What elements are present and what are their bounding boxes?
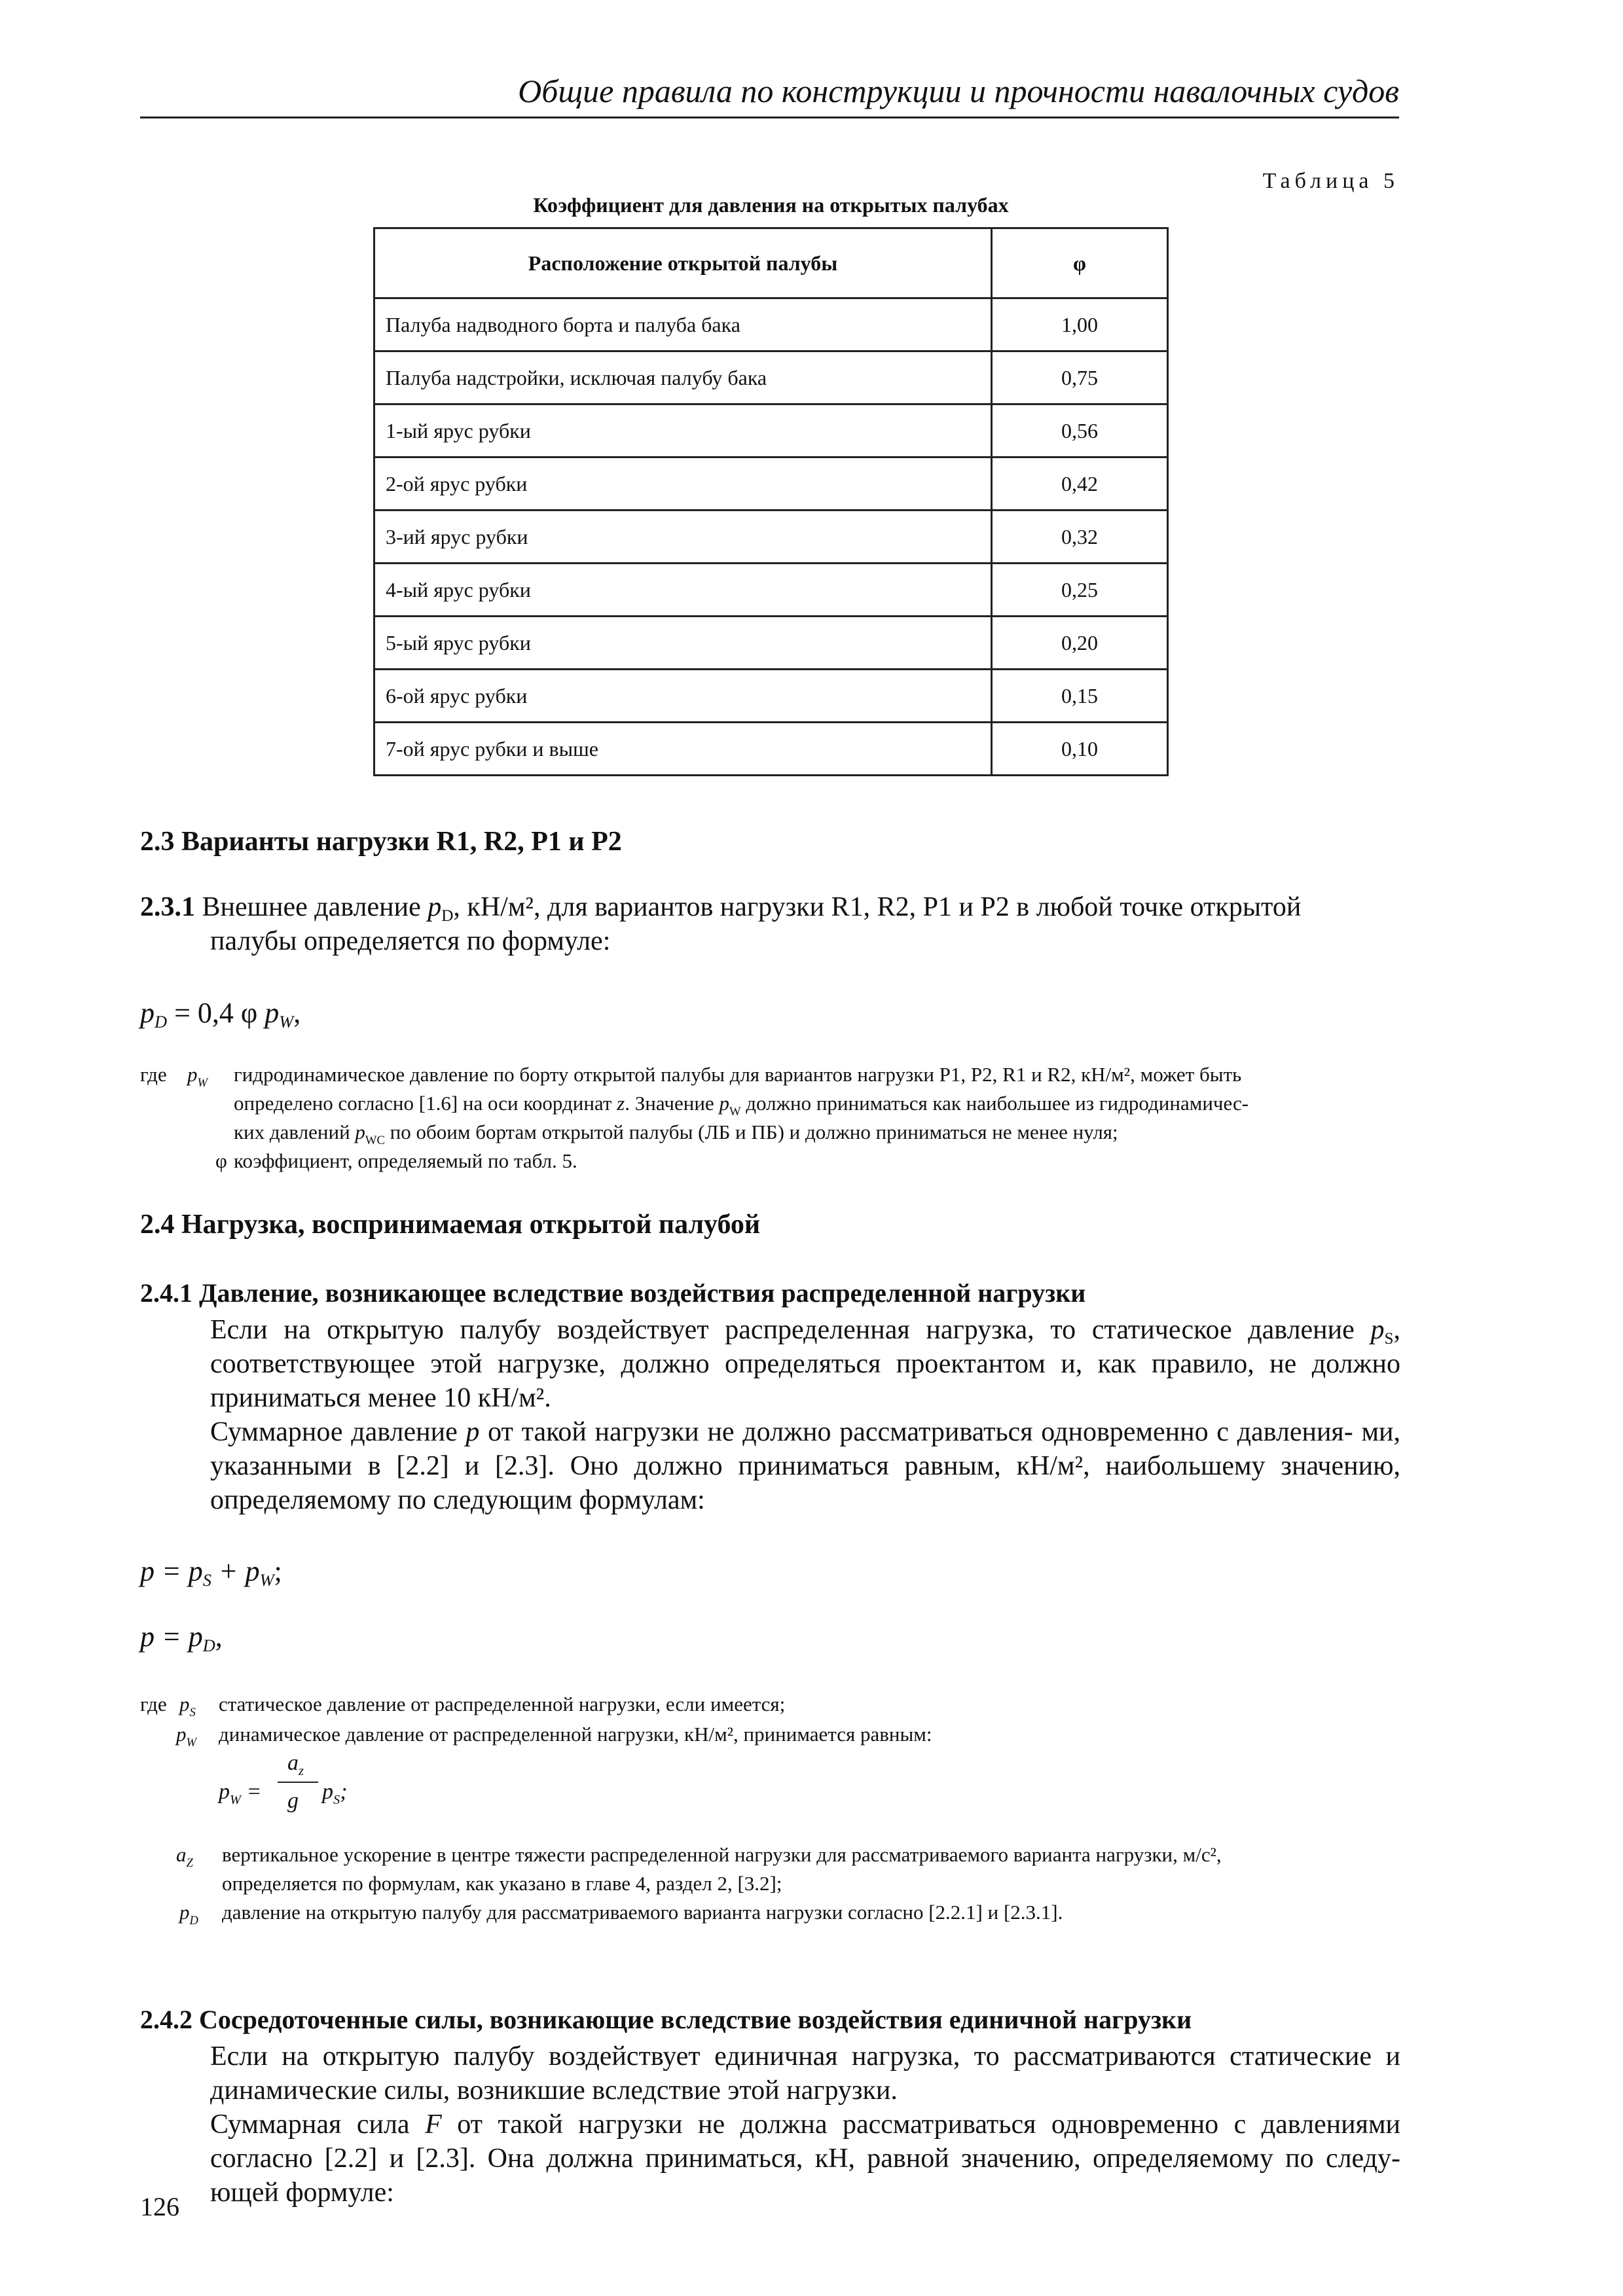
definitions-2-4-1: где $p_S$ статическое давление от распределенной нагрузки, если имеется; $p_W$ динамическое давление от распределенной нагрузки, кН/м², принимается равным: $p_W$ = $a_z$ g $p_S$; $a_Z$ вертикальное ускорение в центре тяжести распределенной нагрузки для рассматриваемого варианта нагрузки, м/с², определяется по формулам, как указано в главе 4, раздел 2, [3.2]; $p_D$ давление на открытую палубу для рассматриваемого варианта нагрузки согласно [2.2.1] и [2.3.1]. [140,1690,1400,1965]
col-location-header: Расположение открытой палубы [374,228,992,298]
table-row [374,723,1168,776]
page-number: 126 [140,2192,179,2221]
table-row [374,351,1168,404]
phi-value-cell: 0,32 [992,511,1168,564]
table-row [374,617,1168,670]
where-label: где [140,1693,167,1715]
table-row [374,298,1168,351]
section-heading-2-3: 2.3 Варианты нагрузки R1, R2, P1 и P2 [140,827,622,857]
deck-location-cell: 7-ой ярус рубки и выше [374,723,992,776]
deck-location-cell: Палуба надстройки, исключая палубу бака [374,351,992,404]
table-body [374,298,1168,776]
pw-dyn-definition: динамическое давление от распределенной нагрузки, кН/м², принимается равным: [219,1723,932,1746]
running-header: Общие правила по конструкции и прочности навалочных судов [518,73,1399,109]
phi-table [373,227,1169,776]
table-row [374,511,1168,564]
deck-location-cell: 4-ый ярус рубки [374,564,992,617]
pw-definition: гидродинамическое давление по борту открытой палубы для вариантов нагрузки P1, P2, R1 и R2, кН/м², может быть определено согласно [1.6] на оси координат z. Значение $p_W$ должно приниматься как наибольшее из гидродинамичес- ких давлений $p_{WC}$ по обоим бортам открытой палубы (ЛБ и ПБ) и должно приниматься не менее нуля; [234,1063,1249,1147]
formula-p-sum: $p = p_S + p_W$; [140,1555,282,1590]
phi-value-cell: 0,75 [992,351,1168,404]
table-caption: Коэффициент для давления на открытых палубах [533,193,1009,217]
table-row [374,564,1168,617]
col-phi-header: φ [992,228,1168,298]
subsection-heading-2-4-2: 2.4.2 Сосредоточенные силы, возникающие вследствие воздействия единичной нагрузки [140,2005,1192,2034]
deck-location-cell: 3-ий ярус рубки [374,511,992,564]
deck-location-cell: Палуба надводного борта и палуба бака [374,298,992,351]
phi-value-cell: 0,25 [992,564,1168,617]
phi-value-cell: 0,42 [992,457,1168,511]
phi-value-cell: 0,10 [992,723,1168,776]
section-heading-2-4: 2.4 Нагрузка, воспринимаемая открытой палубой [140,1210,761,1240]
fraction-bar [278,1782,318,1783]
phi-value-cell: 0,15 [992,670,1168,723]
header-rule [140,117,1399,118]
clause-number: 2.3.1 [140,892,195,922]
table-row [374,457,1168,511]
where-label: где [140,1063,167,1086]
phi-definition: коэффициент, определяемый по табл. 5. [234,1149,577,1172]
pd-definition: давление на открытую палубу для рассматриваемого варианта нагрузки согласно [2.2.1] и [2.3.1]. [222,1901,1063,1924]
table-header-row [374,228,1168,298]
paragraph-2-3-1: 2.3.1 Внешнее давление $p_D$, кН/м², для вариантов нагрузки R1, R2, P1 и P2 в любой точке открытой палубы определяется по формуле: [140,892,1302,956]
az-definition: вертикальное ускорение в центре тяжести распределенной нагрузки для рассматриваемого варианта нагрузки, м/с², определяется по формулам, как указано в главе 4, раздел 2, [3.2]; [222,1843,1222,1895]
phi-symbol: φ [215,1149,227,1172]
deck-location-cell: 1-ый ярус рубки [374,404,992,457]
formula-pw-fraction: $p_W$ = [219,1780,262,1807]
deck-location-cell: 2-ой ярус рубки [374,457,992,511]
table-row [374,404,1168,457]
table-number: Таблица 5 [1262,169,1399,193]
phi-value-cell: 0,20 [992,617,1168,670]
deck-location-cell: 6-ой ярус рубки [374,670,992,723]
subsection-heading-2-4-1: 2.4.1 Давление, возникающее вследствие воздействия распределенной нагрузки [140,1278,1086,1308]
paragraph-2-4-2: Если на открытую палубу воздействует единичная нагрузка, то рассматриваются статические и динамические силы, возникшие вследствие этой нагрузки. Суммарная сила F от такой нагрузки не должна рассматриваться одновременно с давлениями согласно [2.2] и [2.3]. Она должна приниматься, кН, равной значению, определяемому по следу- ющей формуле: [210,2041,1400,2208]
ps-definition: статическое давление от распределенной нагрузки, если имеется; [219,1693,786,1715]
phi-value-cell: 0,56 [992,404,1168,457]
formula-p-pd: $p = p_D$, [140,1621,223,1655]
formula-pd: $p_D = 0,4$ φ $p_W$, [140,997,301,1031]
table-row [374,670,1168,723]
deck-location-cell: 5-ый ярус рубки [374,617,992,670]
phi-value-cell: 1,00 [992,298,1168,351]
definitions-2-3-1: где $p_W$ гидродинамическое давление по борту открытой палубы для вариантов нагрузки P1, P2, R1 и R2, кН/м², может быть определено согласно [1.6] на оси координат z. Значение $p_W$ должно приниматься как наибольшее из гидродинамичес- ких давлений $p_{WC}$ по обоим бортам открытой палубы (ЛБ и ПБ) и должно приниматься не менее нуля; φ коэффициент, определяемый по табл. 5. [140,1060,1400,1178]
paragraph-2-4-1: Если на открытую палубу воздействует распределенная нагрузка, то статическое давление $p_S$, соответствующее этой нагрузке, должно определяться проектантом и, как правило, не должно приниматься менее 10 кН/м². Суммарное давление p от такой нагрузки не должно рассматриваться одновременно с давления- ми, указанными в [2.2] и [2.3]. Оно должно приниматься равным, кН/м², наибольшему значению, определяемому по следующим формулам: [210,1315,1400,1515]
